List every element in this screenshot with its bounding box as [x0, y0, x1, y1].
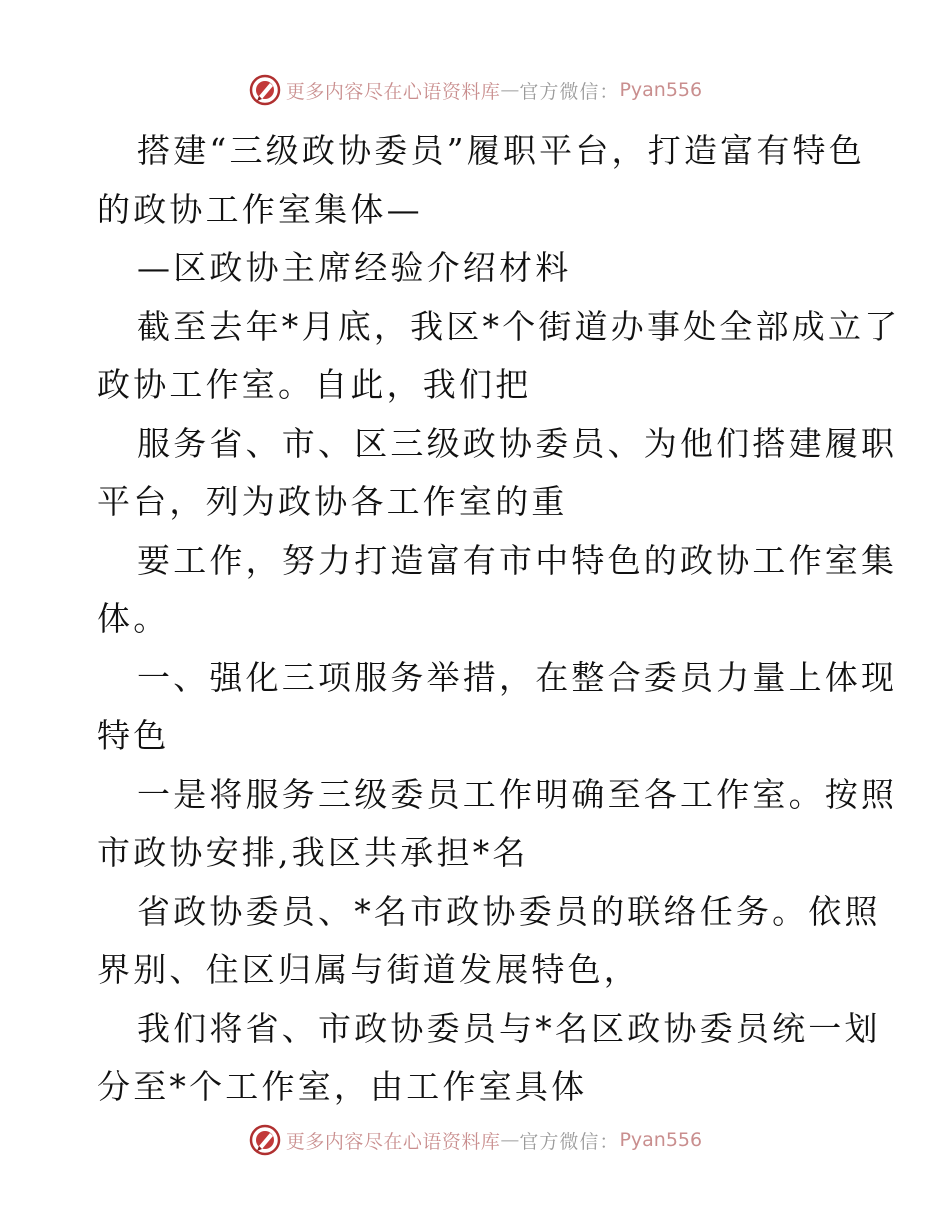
text-line: 平台，列为政协各工作室的重 [97, 482, 568, 521]
text-line: 政协工作室。自此，我们把 [97, 365, 532, 404]
watermark-wechat-label: 官方微信： [519, 1130, 620, 1153]
watermark-dash: — [500, 1129, 520, 1151]
text-line: 省政协委员、*名市政协委员的联络任务。依照 [137, 891, 881, 931]
text-line: 一、强化三项服务举措，在整合委员力量上体现 [137, 657, 898, 697]
text-line: 界别、住区归属与街道发展特色， [97, 950, 640, 989]
pen-logo-icon [248, 1123, 282, 1157]
text-line: 的政协工作室集体— [97, 189, 423, 229]
text-line: 要工作，努力打造富有市中特色的政协工作室集 [137, 540, 898, 580]
text-line: 一是将服务三级委员工作明确至各工作室。按照 [137, 774, 898, 814]
text-line: 分至*个工作室，由工作室具体 [97, 1067, 588, 1106]
text-line: 体。 [97, 599, 170, 638]
text-line: 特色 [97, 716, 170, 755]
pen-logo-icon [248, 73, 282, 107]
text-line: 搭建“三级政协委员”履职平台，打造富有特色 [137, 131, 865, 170]
text-line: 截至去年*月底，我区*个街道办事处全部成立了 [137, 306, 901, 346]
text-line: 市政协安排,我区共承担*名 [97, 833, 529, 872]
footer-watermark [0, 1120, 950, 1160]
document-body [97, 122, 901, 1117]
header-watermark [0, 70, 950, 110]
text-line: 服务省、市、区三级政协委员、为他们搭建履职 [137, 423, 898, 463]
watermark-text: 更多内容尽在心语资料库 [285, 1130, 501, 1153]
watermark-text: 更多内容尽在心语资料库 [285, 80, 501, 103]
text-line: 我们将省、市政协委员与*名区政协委员统一划 [137, 1008, 881, 1048]
watermark-wechat-label: 官方微信： [519, 80, 620, 103]
watermark-wechat-id: Pyan556 [619, 1129, 703, 1151]
text-line: —区政协主席经验介绍材料 [137, 248, 572, 287]
watermark-dash: — [500, 79, 520, 101]
watermark-wechat-id: Pyan556 [619, 79, 703, 101]
